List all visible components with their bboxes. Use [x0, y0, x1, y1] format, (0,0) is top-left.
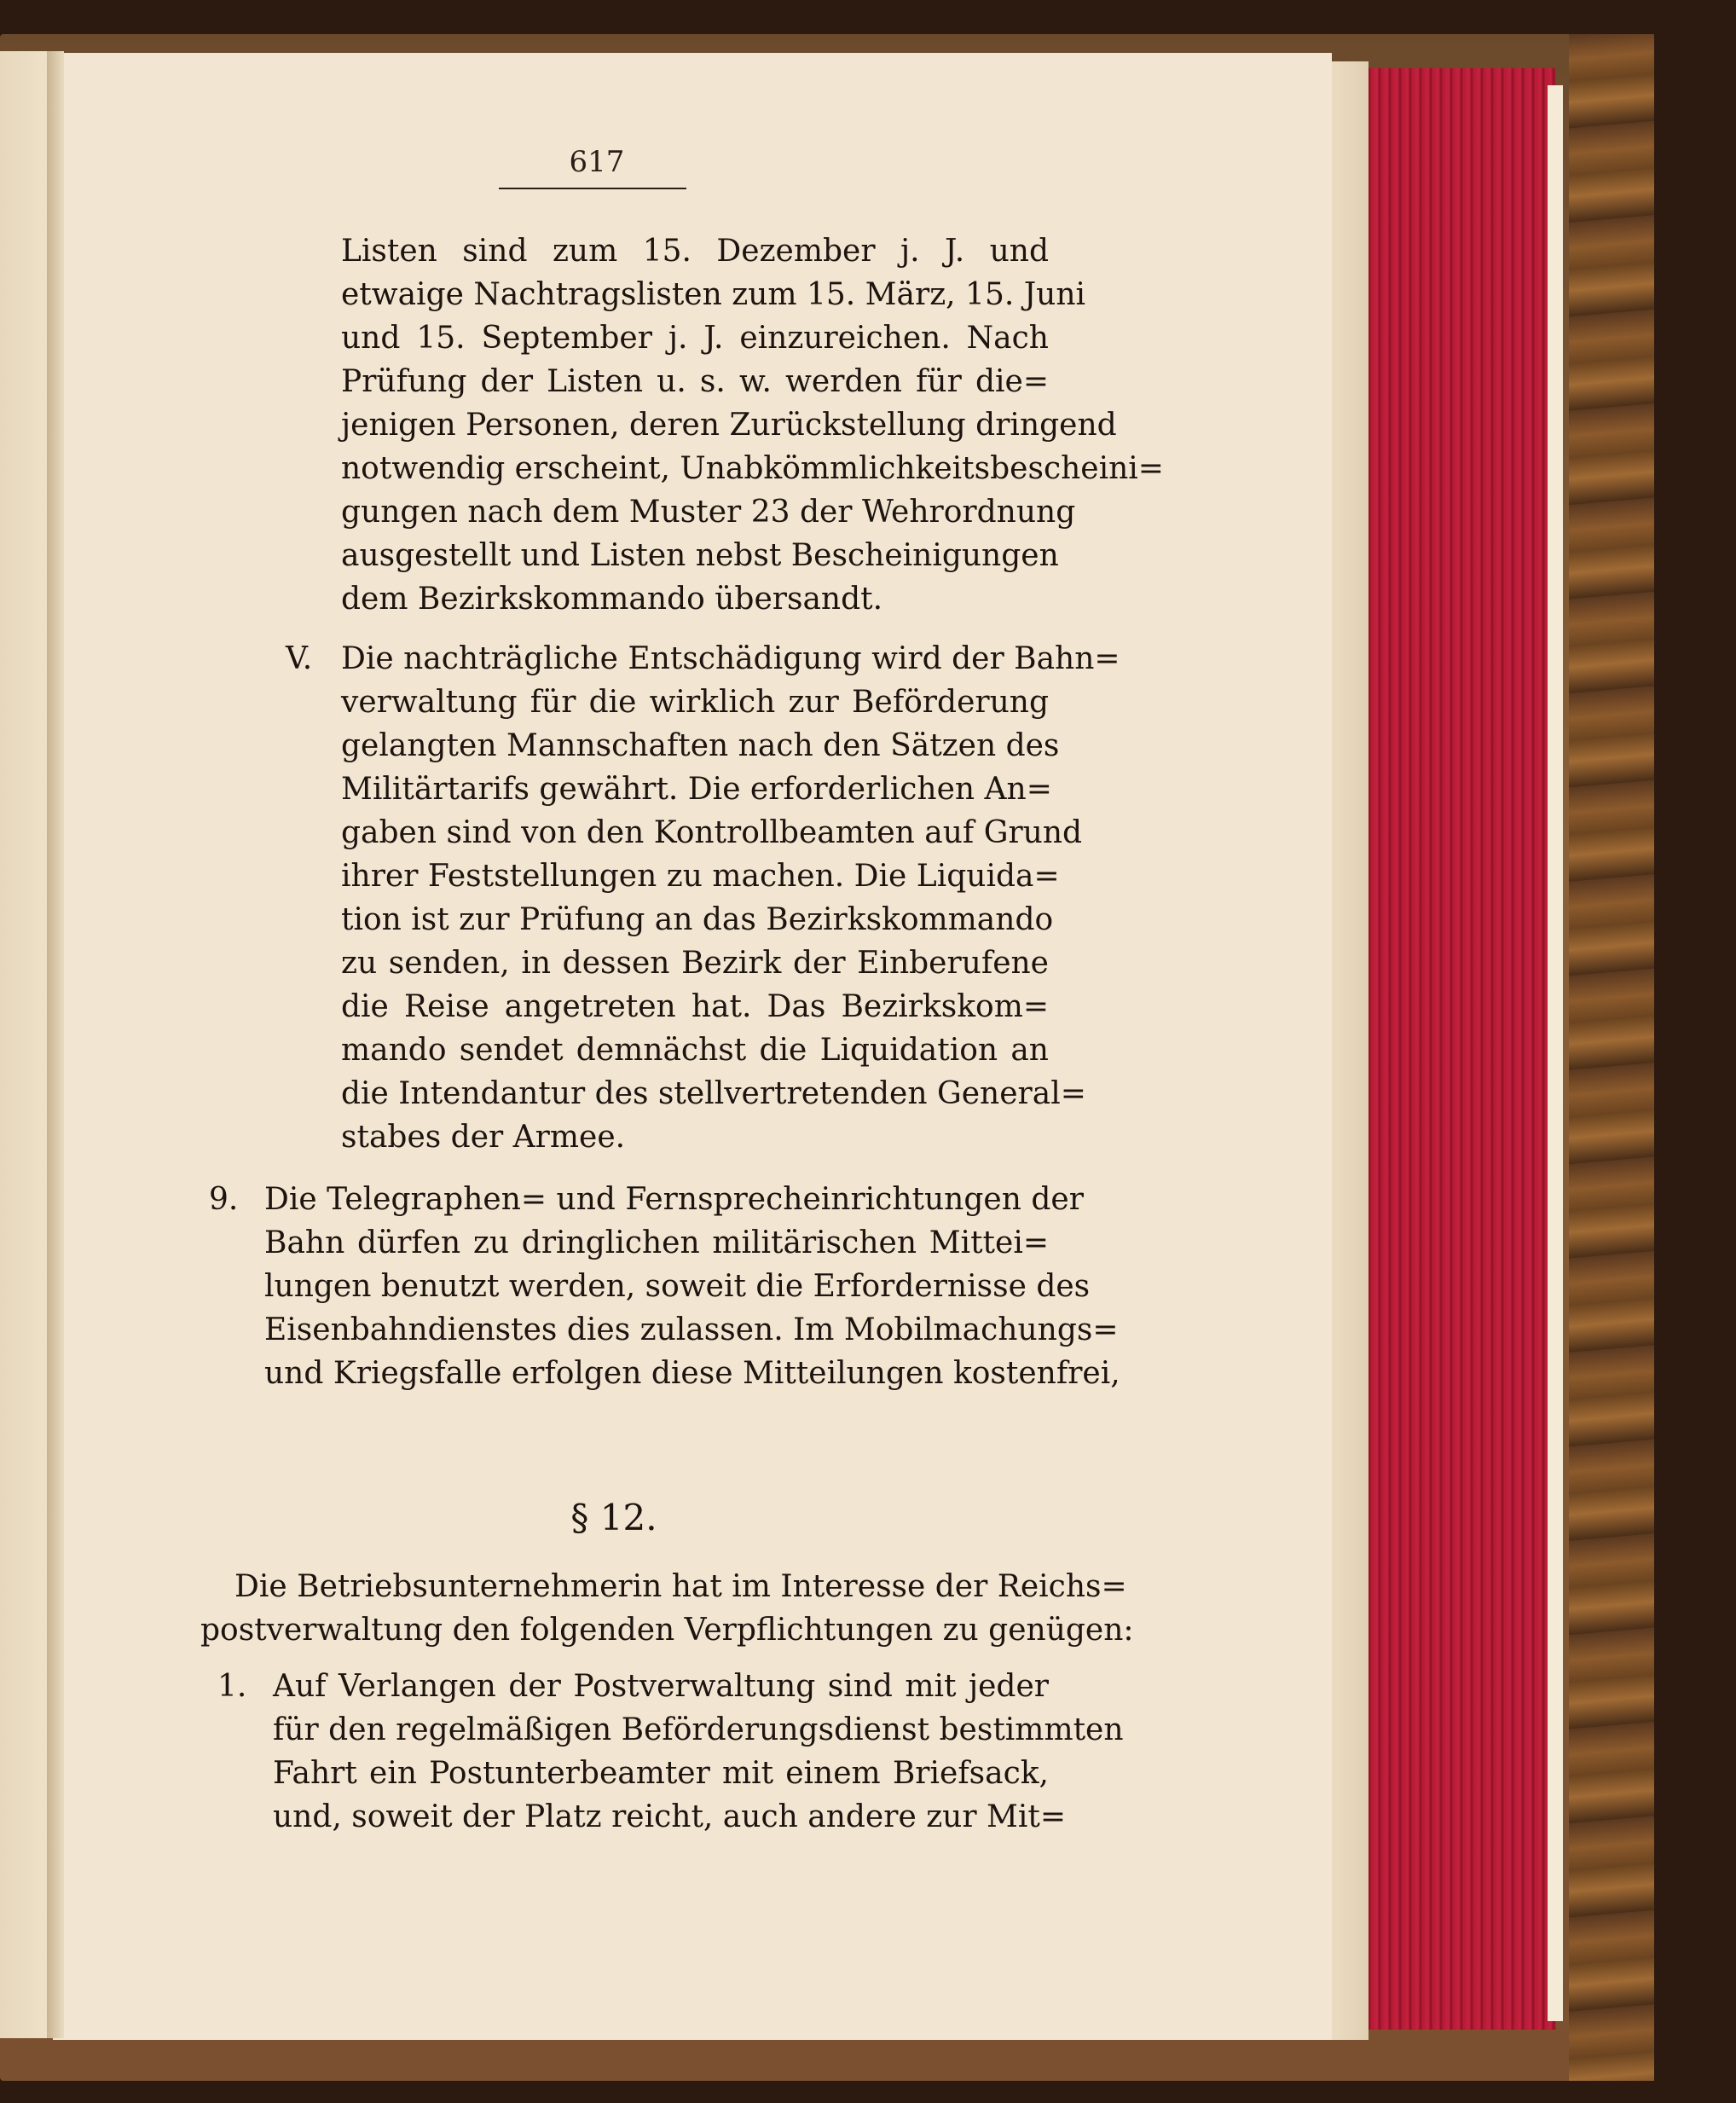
page-number-rule: [499, 188, 686, 189]
text-line: etwaige Nachtragslisten zum 15. März, 15. Juni: [341, 277, 1086, 312]
text-line: Prüfung der Listen u. s. w. werden für die=: [341, 364, 1049, 399]
text-line: Die Betriebsunternehmerin hat im Interesse der Reichs=: [234, 1569, 1127, 1604]
text-line: gaben sind von den Kontrollbeamten auf Grund: [341, 815, 1083, 850]
text-line: postverwaltung den folgenden Verpflichtungen zu genügen:: [200, 1613, 1134, 1648]
text-line: Die Telegraphen= und Fernsprecheinrichtungen der: [264, 1182, 1084, 1217]
text-line: Eisenbahndienstes dies zulassen. Im Mobilmachungs=: [264, 1312, 1119, 1347]
text-line: und 15. September j. J. einzureichen. Nach: [341, 321, 1049, 356]
text-line: verwaltung für die wirklich zur Beförderung: [341, 685, 1049, 720]
text-line: Auf Verlangen der Postverwaltung sind mit jeder: [273, 1669, 1049, 1704]
text-line: und, soweit der Platz reicht, auch andere zur Mit=: [273, 1799, 1067, 1834]
left-page-edge: [0, 51, 51, 2038]
text-line: stabes der Armee.: [341, 1120, 626, 1155]
text-line: und Kriegsfalle erfolgen diese Mitteilungen kostenfrei,: [264, 1356, 1120, 1391]
text-line: jenigen Personen, deren Zurückstellung dringend: [341, 408, 1117, 443]
text-line: Militärtarifs gewährt. Die erforderlichen An=: [341, 772, 1052, 807]
text-line: Fahrt ein Postunterbeamter mit einem Briefsack,: [273, 1756, 1049, 1791]
text-line: gungen nach dem Muster 23 der Wehrordnung: [341, 495, 1076, 530]
text-line: Die nachträgliche Entschädigung wird der Bahn=: [341, 641, 1120, 676]
text-line: ihrer Feststellungen zu machen. Die Liquida=: [341, 859, 1060, 894]
text-line: mando sendet demnächst die Liquidation an: [341, 1033, 1049, 1068]
text-line: tion ist zur Prüfung an das Bezirkskommando: [341, 902, 1054, 937]
text-line: zu senden, in dessen Bezirk der Einberufene: [341, 946, 1049, 981]
page-edge-shadow: [1330, 61, 1369, 2040]
page-number: 617: [569, 145, 625, 179]
text-line: ausgestellt und Listen nebst Bescheinigungen: [341, 538, 1059, 573]
text-line: lungen benutzt werden, soweit die Erfordernisse des: [264, 1269, 1091, 1304]
item-marker: 9.: [209, 1182, 239, 1217]
item-marker: V.: [286, 641, 313, 676]
text-line: Bahn dürfen zu dringlichen militärischen Mittei=: [264, 1225, 1049, 1260]
section-heading: § 12.: [570, 1497, 657, 1538]
marbled-cover-edge: [1569, 34, 1654, 2081]
text-line: dem Bezirkskommando übersandt.: [341, 582, 883, 617]
text-line: Listen sind zum 15. Dezember j. J. und: [341, 234, 1049, 269]
item-marker: 1.: [217, 1669, 247, 1704]
red-page-edges: [1351, 68, 1556, 2030]
book-gutter: [47, 51, 64, 2038]
text-line: für den regelmäßigen Beförderungsdienst bestimmten: [273, 1712, 1124, 1747]
text-line: die Reise angetreten hat. Das Bezirkskom=: [341, 989, 1049, 1024]
page-block-edge: [1548, 85, 1563, 2021]
text-line: die Intendantur des stellvertretenden General=: [341, 1076, 1086, 1111]
text-line: notwendig erscheint, Unabkömmlichkeitsbescheini=: [341, 451, 1164, 486]
text-line: gelangten Mannschaften nach den Sätzen des: [341, 728, 1060, 763]
